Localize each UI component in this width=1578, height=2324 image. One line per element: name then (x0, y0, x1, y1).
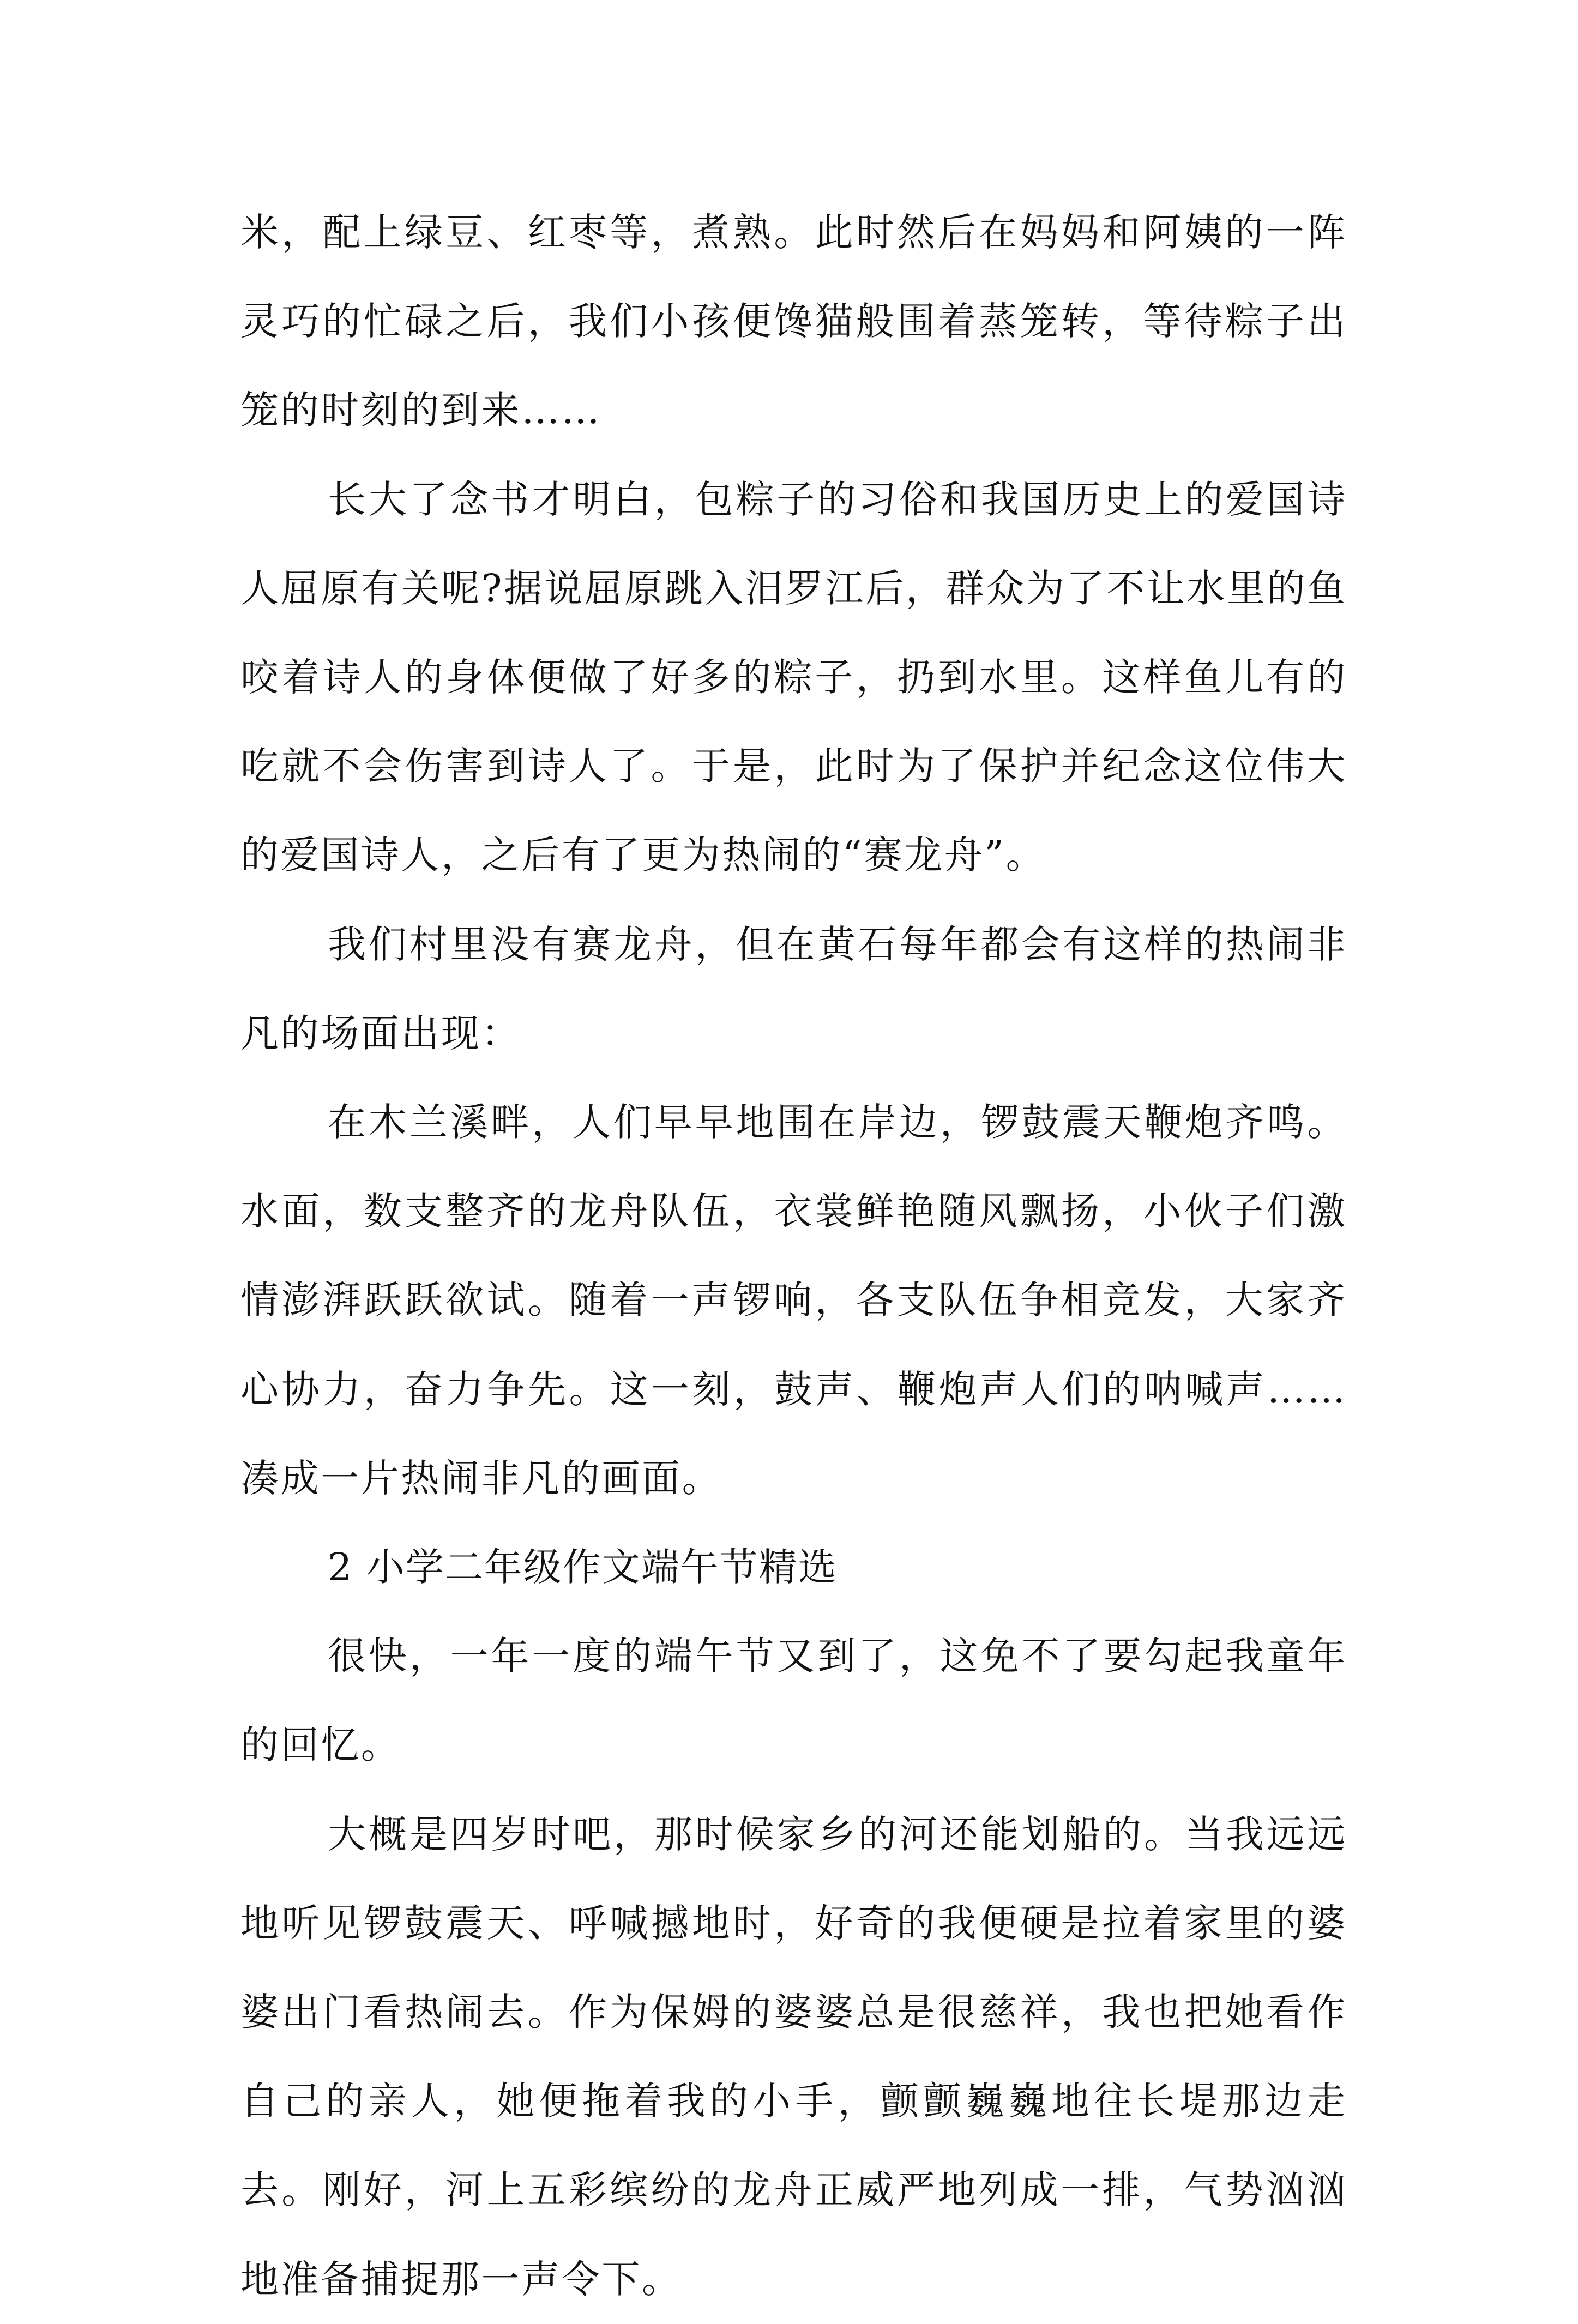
section-heading: 2 小学二年级作文端午节精选 (328, 1545, 838, 1590)
paragraph-mulan-creek: 在木兰溪畔，人们早早地围在岸边，锣鼓震天鞭炮齐鸣。水面，数支整齐的龙舟队伍，衣裳鲜艳随风飘扬，小伙子们激情澎湃跃跃欲试。随着一声锣响，各支队伍争相竞发，大家齐心协力，奋力争先。这一刻，鼓声、鞭炮声人们的呐喊声……凑成一片热闹非凡的画面。 (240, 1100, 1347, 1501)
paragraph-festival-arrives: 很快，一年一度的端午节又到了，这免不了要勾起我童年的回忆。 (240, 1634, 1347, 1768)
paragraph-continuation: 米，配上绿豆、红枣等，煮熟。此时然后在妈妈和阿姨的一阵灵巧的忙碌之后，我们小孩便馋猫般围着蒸笼转，等待粽子出笼的时刻的到来…… (240, 210, 1347, 433)
paragraph-quyuan: 长大了念书才明白，包粽子的习俗和我国历史上的爱国诗人屈原有关呢?据说屈原跳入汨罗江后，群众为了不让水里的鱼咬着诗人的身体便做了好多的粽子，扔到水里。这样鱼儿有的吃就不会伤害到诗人了。于是，此时为了保护并纪念这位伟大的爱国诗人，之后有了更为热闹的“赛龙舟”。 (240, 477, 1347, 878)
paragraph-village: 我们村里没有赛龙舟，但在黄石每年都会有这样的热闹非凡的场面出现： (240, 922, 1347, 1056)
document-body (240, 188, 1347, 2324)
paragraph-childhood-memory: 大概是四岁时吧，那时候家乡的河还能划船的。当我远远地听见锣鼓震天、呼喊撼地时，好奇的我便硬是拉着家里的婆婆出门看热闹去。作为保姆的婆婆总是很慈祥，我也把她看作自己的亲人，她便拖着我的小手，颤颤巍巍地往长堤那边走去。刚好，河上五彩缤纷的龙舟正威严地列成一排，气势汹汹地准备捕捉那一声令下。 (240, 1811, 1347, 2302)
